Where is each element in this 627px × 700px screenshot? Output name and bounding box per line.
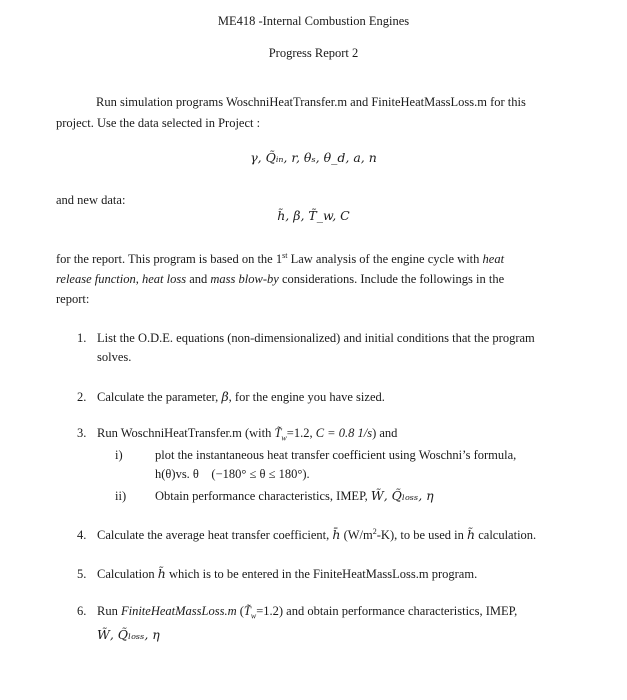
new-data-label: and new data:: [56, 193, 126, 207]
report-para-emphasis: heat: [482, 252, 505, 266]
item-text: , for the engine you have sized.: [228, 390, 385, 404]
report-para-text: Law analysis of the engine cycle with: [287, 252, 483, 266]
report-para-emphasis: release function: [56, 272, 136, 286]
item-text: Calculation: [97, 567, 158, 581]
item-text: List the O.D.E. equations (non-dimensionalized) and initial conditions that the program: [97, 331, 535, 345]
report-para-emphasis: heat loss: [141, 272, 187, 286]
list-item-3: [77, 426, 397, 443]
item-text: -K), to be used in: [376, 528, 468, 542]
sub-item-text: Obtain performance characteristics, IMEP,: [155, 489, 371, 503]
item-text: Run WoschniHeatTransfer.m (with: [97, 426, 275, 440]
formula-new-data: h̃, β, T̃_w, C: [277, 208, 350, 223]
item-text: (: [236, 604, 244, 618]
report-para-text: considerations. Include the followings in the: [278, 272, 505, 286]
sub-item-label: ii): [115, 489, 127, 503]
list-item-6-cont: W̃, Q̃ₗₒₛₛ, η: [97, 627, 160, 642]
report-para-text: ,: [135, 272, 142, 286]
c-value: C = 0.8 1/s: [315, 426, 373, 440]
item-text: =1.2,: [286, 426, 316, 440]
item-number: 3.: [77, 426, 87, 440]
list-item-1: [77, 331, 535, 346]
item-text: which is to be entered in the FiniteHeatMassLoss.m program.: [165, 567, 478, 581]
h-tilde-symbol: h̃: [157, 566, 166, 581]
sub-item-ii: [115, 488, 434, 504]
report-para-line-3: report:: [56, 292, 90, 306]
report-para-emphasis: mass blow-by: [210, 272, 279, 286]
h-tilde-symbol: h̃: [467, 527, 476, 542]
intro-line-2: project. Use the data selected in Project :: [56, 116, 261, 130]
intro-line-1: Run simulation programs WoschniHeatTransfer.m and FiniteHeatMassLoss.m for this: [96, 95, 526, 109]
item-text: =1.2) and obtain performance characteristics, IMEP,: [256, 604, 518, 618]
tw-symbol: $T̃_w$: [274, 426, 287, 443]
ordinal-suffix: st: [282, 250, 288, 260]
exponent: 2: [372, 526, 377, 536]
item-number: 1.: [77, 331, 87, 345]
item-text: calculation.: [475, 528, 537, 542]
list-item-4: [77, 527, 536, 543]
beta-symbol: β: [221, 389, 229, 404]
report-title: Progress Report 2: [268, 46, 359, 60]
report-para-line-2: [56, 272, 504, 287]
list-item-1-cont: solves.: [97, 350, 132, 364]
sub-item-text: plot the instantaneous heat transfer coefficient using Woschni’s formula,: [155, 448, 517, 462]
list-item-2: [77, 389, 385, 405]
sub-item-i-cont: h(θ)vs. θ (−180° ≤ θ ≤ 180°).: [155, 467, 310, 481]
course-title: ME418 -Internal Combustion Engines: [217, 14, 410, 28]
report-para-text: and: [186, 272, 211, 286]
list-item-5: [77, 566, 477, 582]
performance-symbols: W̃, Q̃ₗₒₛₛ, η: [370, 488, 434, 503]
formula-project-data: γ, Q̃ᵢₙ, r, θₛ, θ_d, a, n: [250, 150, 377, 165]
h-bar-symbol: h̄: [332, 527, 341, 542]
list-item-6: [77, 604, 517, 621]
tw-symbol: $T̃_w$: [243, 604, 257, 621]
sub-item-i: [115, 448, 516, 463]
program-name: FiniteHeatMassLoss.m: [120, 604, 237, 618]
item-number: 5.: [77, 567, 87, 581]
item-text: Calculate the parameter,: [97, 390, 222, 404]
item-number: 4.: [77, 528, 87, 542]
report-para-line-1: [56, 252, 504, 267]
sub-item-label: i): [115, 448, 123, 462]
item-number: 2.: [77, 390, 87, 404]
item-number: 6.: [77, 604, 87, 618]
item-text: Run: [97, 604, 121, 618]
report-para-text: for the report. This program is based on the 1: [56, 252, 283, 266]
item-text: (W/m: [340, 528, 373, 542]
item-text: ) and: [372, 426, 398, 440]
item-text: Calculate the average heat transfer coefficient,: [97, 528, 333, 542]
